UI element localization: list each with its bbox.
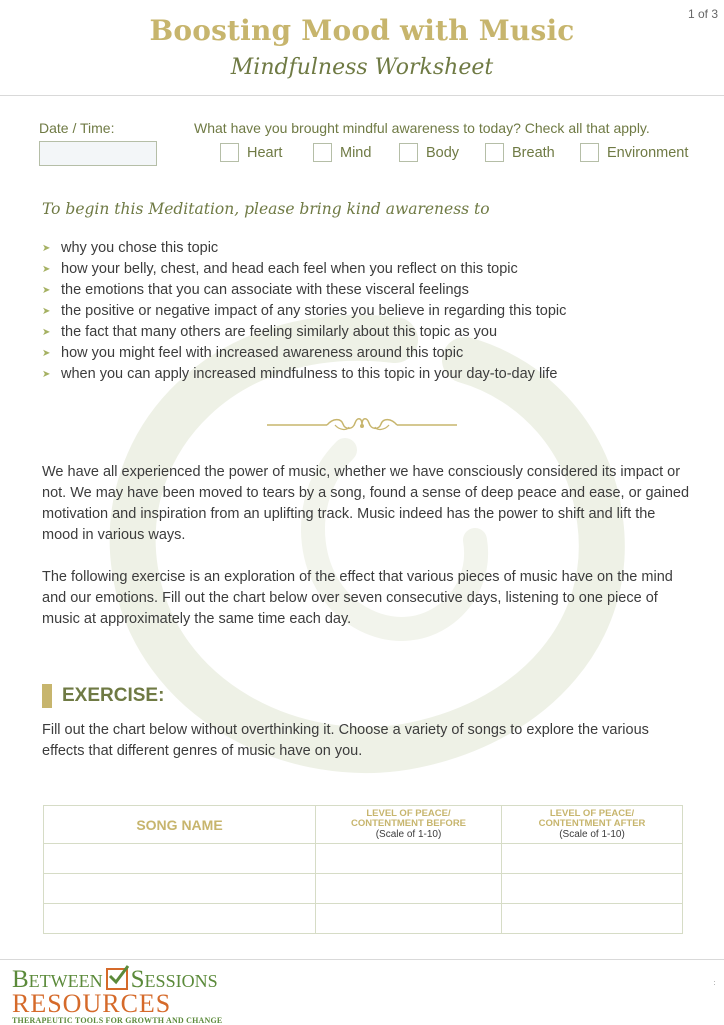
between-sessions-logo xyxy=(12,966,244,1025)
date-label: Date / Time: xyxy=(39,120,115,136)
checkbox-mind[interactable] xyxy=(313,143,371,162)
exercise-accent-bar xyxy=(42,684,52,708)
bullet-text: how your belly, chest, and head each feel when you reflect on this topic xyxy=(61,261,518,277)
table-row xyxy=(44,904,683,934)
bullet-text: when you can apply increased mindfulness to this topic in your day-to-day life xyxy=(61,366,558,382)
checkbox-heart[interactable] xyxy=(220,143,282,162)
checkbox-breath[interactable] xyxy=(485,143,555,162)
col-header-line: CONTENTMENT AFTER xyxy=(538,818,646,829)
checkbox-box[interactable] xyxy=(485,143,504,162)
date-time-field[interactable] xyxy=(39,141,157,166)
col-header-line: LEVEL OF PEACE/ xyxy=(549,808,635,819)
table-header-row xyxy=(44,806,683,844)
logo-word-sessions: Sessions xyxy=(130,965,218,993)
awareness-bullet-list xyxy=(42,238,566,385)
list-item xyxy=(42,364,566,385)
peace-before-cell[interactable] xyxy=(316,844,502,874)
logo-word-between: Between xyxy=(12,965,103,993)
arrow-bullet-icon: ➤ xyxy=(42,285,51,296)
intro-heading: To begin this Meditation, please bring kind awareness to xyxy=(42,200,490,218)
list-item xyxy=(42,238,566,259)
checkbox-environment[interactable] xyxy=(580,143,688,162)
logo-tagline: THERAPEUTIC TOOLS FOR GROWTH AND CHANGE xyxy=(12,1016,223,1025)
footer-divider xyxy=(0,959,724,960)
checkbox-label: Heart xyxy=(247,144,283,161)
table-row xyxy=(44,874,683,904)
header-divider xyxy=(0,95,724,96)
checkbox-body[interactable] xyxy=(399,143,459,162)
col-peace-after xyxy=(502,806,683,844)
song-name-cell[interactable] xyxy=(44,844,316,874)
checkbox-label: Environment xyxy=(607,144,689,161)
list-item xyxy=(42,301,566,322)
checkbox-box[interactable] xyxy=(313,143,332,162)
list-item xyxy=(42,259,566,280)
song-name-cell[interactable] xyxy=(44,904,316,934)
exercise-description-paragraph: The following exercise is an exploration of the effect that various pieces of music have on the mind and our emotions. Fill out the chart below over seven consecutive days, listening to one piece of music at approximately the same time each day. xyxy=(42,569,673,627)
peace-before-cell[interactable] xyxy=(316,904,502,934)
list-item xyxy=(42,322,566,343)
bullet-text: the emotions that you can associate with these visceral feelings xyxy=(61,282,469,298)
col-header-scale: (Scale of 1-10) xyxy=(375,829,442,840)
arrow-bullet-icon: ➤ xyxy=(42,348,51,359)
col-header-line: CONTENTMENT BEFORE xyxy=(350,818,467,829)
table-row xyxy=(44,844,683,874)
song-rating-table xyxy=(43,805,683,934)
arrow-bullet-icon: ➤ xyxy=(42,369,51,380)
col-peace-before xyxy=(316,806,502,844)
col-header-scale: (Scale of 1-10) xyxy=(559,829,625,840)
checkbox-box[interactable] xyxy=(220,143,239,162)
exercise-instructions: Fill out the chart below without overthinking it. Choose a variety of songs to explore the various effects that different genres of music have on you. xyxy=(42,722,649,759)
peace-after-cell[interactable] xyxy=(502,904,683,934)
checkbox-box[interactable] xyxy=(580,143,599,162)
checkmark-box-icon xyxy=(106,968,128,990)
col-header-line: LEVEL OF PEACE/ xyxy=(366,808,451,819)
arrow-bullet-icon: ➤ xyxy=(42,243,51,254)
checkbox-box[interactable] xyxy=(399,143,418,162)
peace-after-cell[interactable] xyxy=(502,844,683,874)
bullet-text: why you chose this topic xyxy=(61,240,219,256)
exercise-heading: EXERCISE: xyxy=(62,685,165,706)
page-title: Boosting Mood with Music xyxy=(149,14,575,47)
peace-before-cell[interactable] xyxy=(316,874,502,904)
arrow-bullet-icon: ➤ xyxy=(42,327,51,338)
checkbox-label: Body xyxy=(426,144,460,161)
intro-paragraph: We have all experienced the power of music, whether we have consciously considered its impact or not. We may have been moved to tears by a song, found a sense of deep peace and ease, or gained motivation and inspiration from an uplifting track. Music indeed has the power to shift and lift the mood in various ways. xyxy=(42,464,690,543)
peace-after-cell[interactable] xyxy=(502,874,683,904)
arrow-bullet-icon: ➤ xyxy=(42,264,51,275)
bullet-text: the fact that many others are feeling similarly about this topic as you xyxy=(61,324,498,340)
bullet-text: the positive or negative impact of any stories you believe in regarding this topic xyxy=(61,303,567,319)
checkbox-label: Breath xyxy=(512,144,555,161)
flourish-divider-icon xyxy=(265,414,459,436)
checkbox-label: Mind xyxy=(340,144,372,161)
song-name-cell[interactable] xyxy=(44,874,316,904)
awareness-question: What have you brought mindful awareness to today? Check all that apply. xyxy=(194,120,650,136)
bullet-text: how you might feel with increased awareness around this topic xyxy=(61,345,464,361)
col-song-name: SONG NAME xyxy=(44,806,316,844)
list-item xyxy=(42,343,566,364)
list-item xyxy=(42,280,566,301)
edge-mark: : xyxy=(713,978,716,987)
page-subtitle: Mindfulness Worksheet xyxy=(230,55,494,80)
page-number: 1 of 3 xyxy=(687,7,718,21)
arrow-bullet-icon: ➤ xyxy=(42,306,51,317)
logo-resources: RESOURCES xyxy=(12,989,172,1018)
